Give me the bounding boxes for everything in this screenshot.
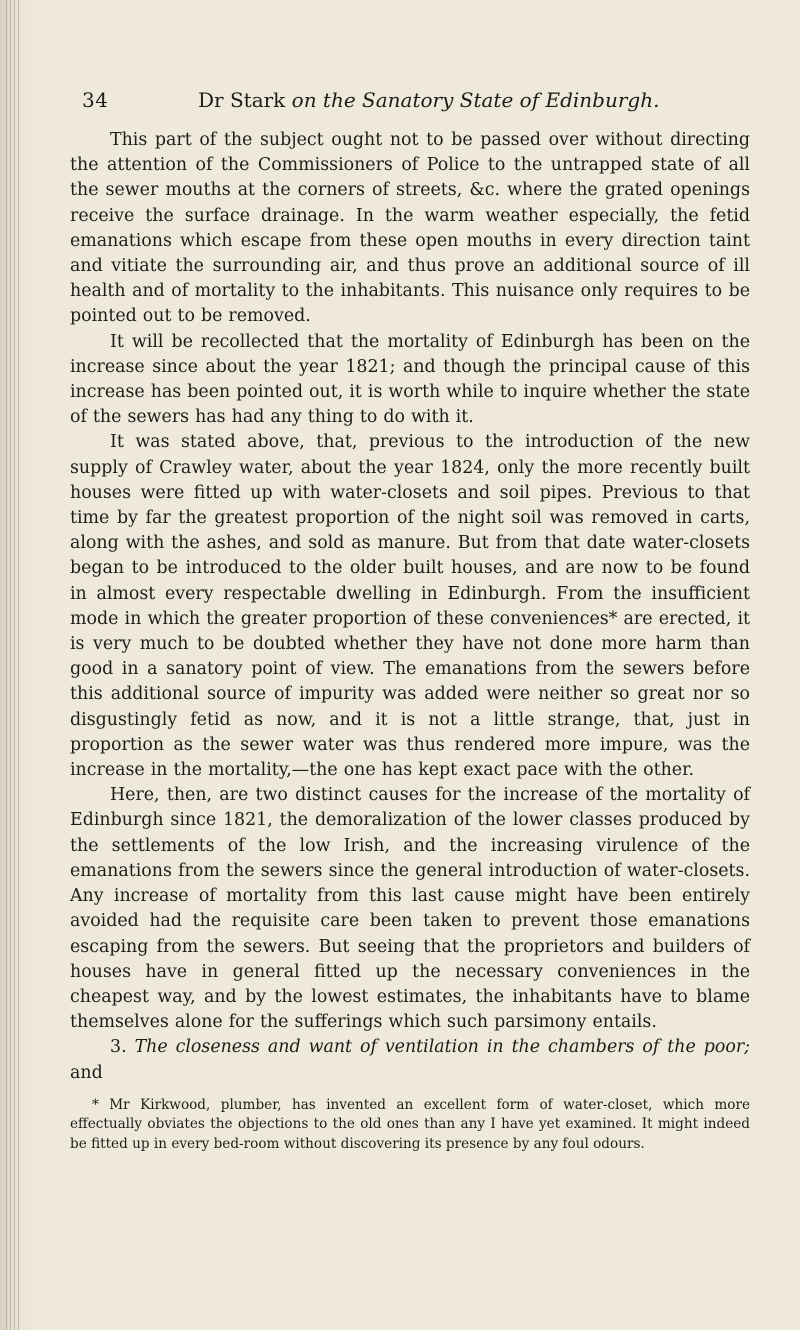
book-page: [70, 88, 750, 1154]
running-header: [70, 88, 750, 118]
paragraph: It was stated above, that, previous to the introduction of the new supply of Crawley water, about the year 1824, only the more recently built houses were fitted up with water-closets and soil pipes. Previous to that time by far the greatest proportion of the night soil was removed in carts, along with the ashes, and sold as manure. But from that date water-closets began to be introduced to the older built houses, and are now to be found in almost every respectable dwelling in Edinburgh. From the insufficient mode in which the greater proportion of these conveniences* are erected, it is very much to be doubted whether they have not done more harm than good in a sanatory point of view. The emanations from the sewers before this additional source of impurity was added were neither so great nor so disgustingly fetid as now, and it is not a little strange, that, just in proportion as the sewer water was thus rendered more impure, was the increase in the mortality,—the one has kept exact pace with the other.: [70, 432, 750, 781]
section-heading-paragraph: [70, 1035, 750, 1085]
footnote: * Mr Kirkwood, plumber, has invented an excellent form of water-closet, which more effectually obviates the objections to the old ones than any I have yet examined. It might indeed be fitted up in every bed-room without discovering its presence by any foul odours.: [70, 1096, 750, 1152]
binding-texture: [6, 0, 20, 1330]
paragraph: Here, then, are two distinct causes for the increase of the mortality of Edinburgh since 1821, the demoralization of the lower classes produced by the settlements of the low Irish, and the increasing virulence of the emanations from the sewers since the general introduction of water-closets. Any increase of mortality from this last cause might have been entirely avoided had the requisite care been taken to prevent those emanations escaping from the sewers. But seeing that the proprietors and builders of houses have in general fitted up the necessary conveniences in the cheapest way, and by the lowest estimates, the inhabitants have to blame themselves alone for the sufferings which such parsimony entails.: [70, 785, 750, 1033]
running-title: [198, 88, 659, 112]
running-title-italic: on the Sanatory State of Edinburgh.: [291, 88, 660, 112]
section-tail: and: [70, 1062, 103, 1083]
section-number: 3.: [110, 1037, 127, 1058]
running-title-author: Dr Stark: [198, 88, 286, 112]
body-text: [70, 128, 750, 1086]
paragraph: This part of the subject ought not to be passed over without directing the attention of the Commissioners of Police to the untrapped state of all the sewer mouths at the corners of streets, &c. where the grated openings receive the surface drainage. In the warm weather especially, the fetid emanations which escape from these open mouths in every direction taint and vitiate the surrounding air, and thus prove an additional source of ill health and of mortality to the inhabitants. This nuisance only requires to be pointed out to be removed.: [70, 130, 750, 327]
page-number: 34: [82, 88, 109, 112]
paragraph: It will be recollected that the mortality of Edinburgh has been on the increase since about the year 1821; and though the principal cause of this increase has been pointed out, it is worth while to inquire whether the state of the sewers has had any thing to do with it.: [70, 331, 750, 428]
section-title-italic: The closeness and want of ventilation in the chambers of the poor;: [134, 1037, 750, 1058]
book-binding-edge: [0, 0, 40, 1330]
